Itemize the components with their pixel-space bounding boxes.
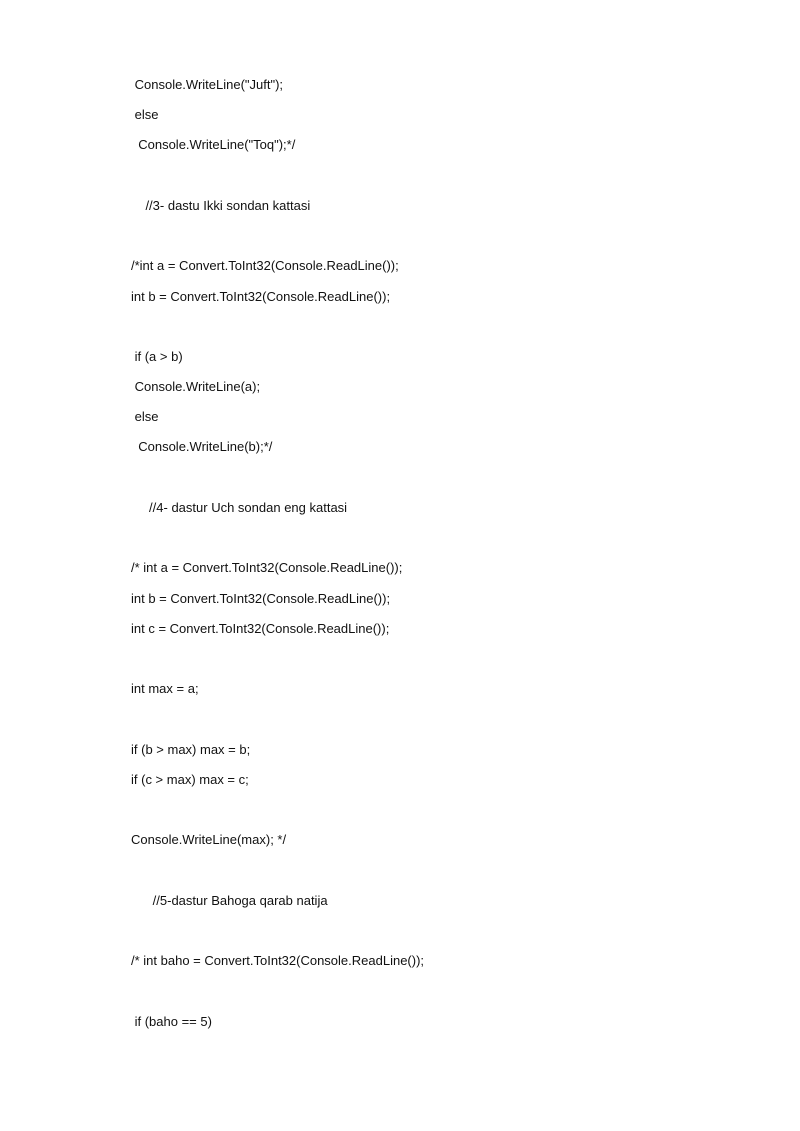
code-line: Console.WriteLine("Toq");*/ [131, 137, 296, 152]
code-line: if (baho == 5) [131, 1014, 212, 1029]
code-line: int b = Convert.ToInt32(Console.ReadLine()); [131, 591, 391, 606]
code-line: /*int a = Convert.ToInt32(Console.ReadLine()); [131, 258, 399, 273]
code-line: if (a > b) [131, 349, 183, 364]
code-line: Console.WriteLine(b);*/ [131, 439, 273, 454]
code-line: int b = Convert.ToInt32(Console.ReadLine()); [131, 289, 391, 304]
code-line: Console.WriteLine("Juft"); [131, 77, 284, 92]
code-line: Console.WriteLine(max); */ [131, 832, 287, 847]
comment-heading: //3- dastu Ikki sondan kattasi [131, 198, 311, 213]
comment-heading: //5-dastur Bahoga qarab natija [131, 893, 328, 908]
code-line: Console.WriteLine(a); [131, 379, 261, 394]
code-line: int c = Convert.ToInt32(Console.ReadLine()); [131, 621, 390, 636]
code-line: else [131, 409, 159, 424]
comment-heading: //4- dastur Uch sondan eng kattasi [131, 500, 348, 515]
code-line: /* int baho = Convert.ToInt32(Console.ReadLine()); [131, 953, 425, 968]
code-line: else [131, 107, 159, 122]
code-line: /* int a = Convert.ToInt32(Console.ReadLine()); [131, 560, 403, 575]
code-line: if (b > max) max = b; [131, 742, 251, 757]
code-line: if (c > max) max = c; [131, 772, 249, 787]
code-line: int max = a; [131, 681, 199, 696]
